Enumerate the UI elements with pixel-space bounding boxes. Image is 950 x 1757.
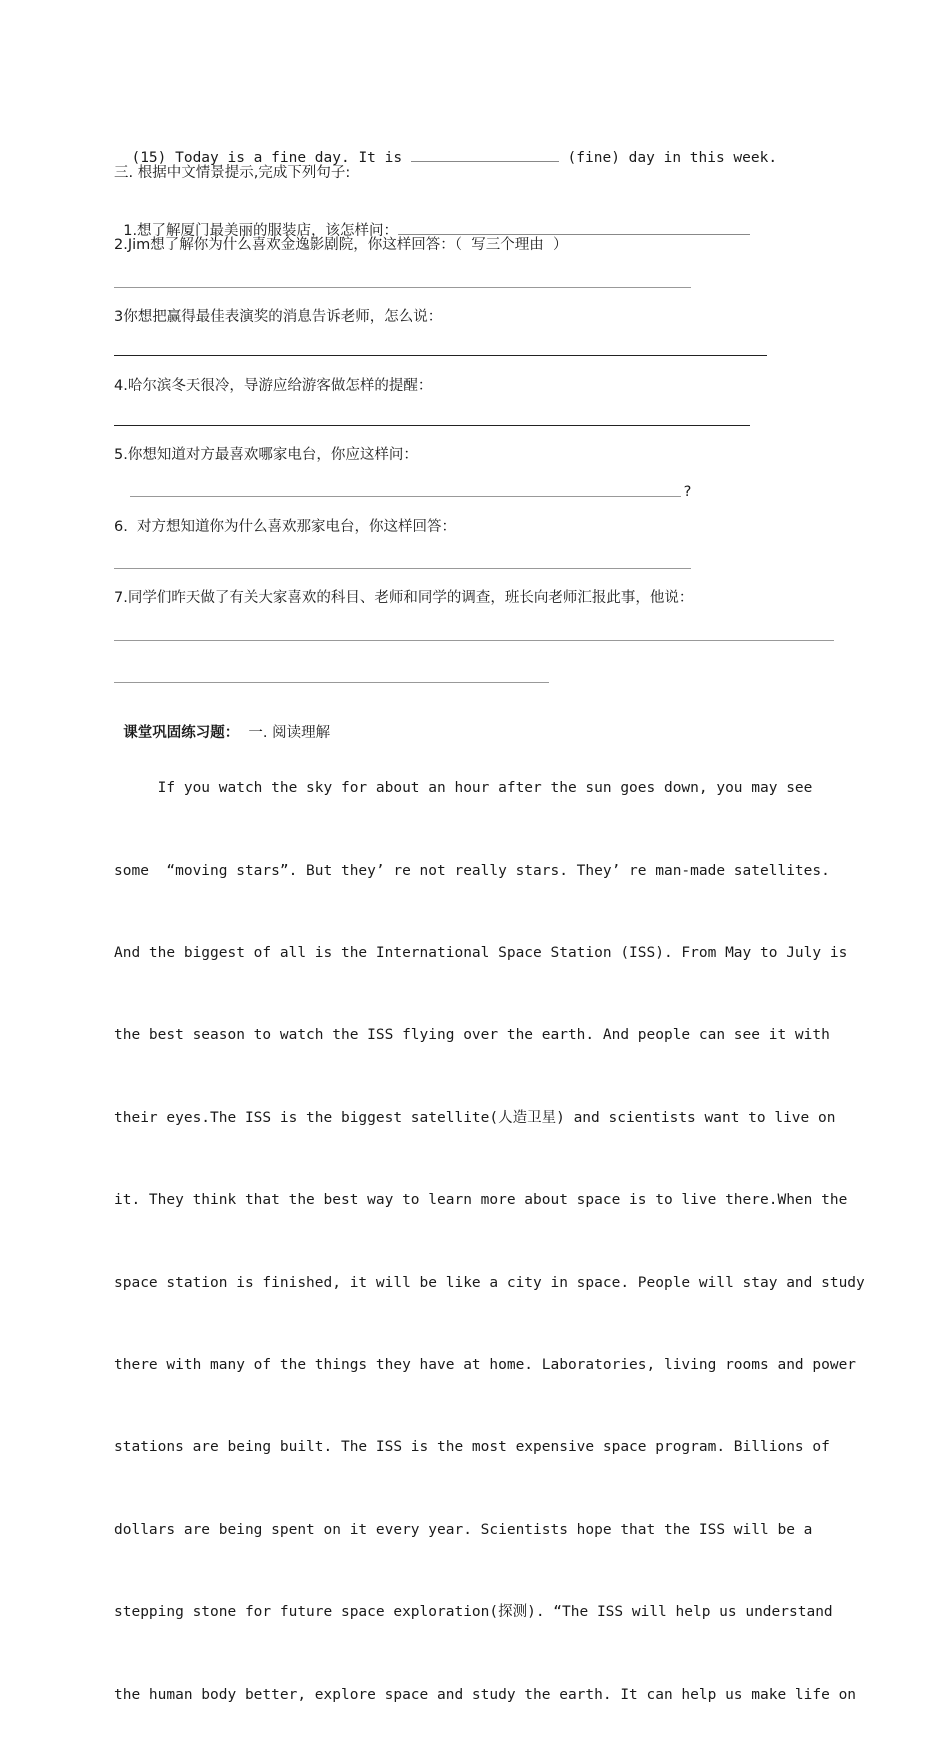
- question-7-answer-line-2[interactable]: [114, 682, 549, 683]
- question-1-text: 1.想了解厦门最美丽的服装店，该怎样问：: [123, 223, 399, 239]
- question-3-answer-line[interactable]: [114, 355, 767, 356]
- exercise-15-prefix: (15) Today is a fine day. It is: [131, 150, 411, 166]
- question-3-text: 3你想把赢得最佳表演奖的消息告诉老师，怎么说：: [114, 309, 443, 325]
- exercise-15-line: [114, 127, 777, 168]
- question-2-answer-line[interactable]: [114, 287, 691, 288]
- question-5-text: 5.你想知道对方最喜欢哪家电台，你应这样问：: [114, 447, 418, 463]
- reading-line: the best season to watch the ISS flying over the earth. And people can see it with: [114, 1027, 830, 1044]
- question-6-answer-line[interactable]: [114, 568, 691, 569]
- question-7-text: 7.同学们昨天做了有关大家喜欢的科目、老师和同学的调查，班长向老师汇报此事，他说：: [114, 590, 694, 606]
- reading-line: some “moving stars”. But they’ re not really stars. They’ re man-made satellites.: [114, 862, 830, 879]
- question-5-mark: ?: [683, 484, 692, 500]
- question-6-text: 6. 对方想知道你为什么喜欢那家电台，你这样回答：: [114, 519, 457, 535]
- reading-passage: [114, 727, 865, 1757]
- question-1-answer-blank[interactable]: [398, 220, 750, 235]
- question-5-answer-line[interactable]: [130, 496, 681, 497]
- reading-line: dollars are being spent on it every year. Scientists hope that the ISS will be a: [114, 1521, 813, 1538]
- practice-subtitle: 一. 阅读理解: [239, 725, 331, 741]
- reading-line: If you watch the sky for about an hour after the sun goes down, you may see: [114, 780, 813, 797]
- reading-line: there with many of the things they have at home. Laboratories, living rooms and power: [114, 1357, 857, 1374]
- section-3-heading: 三. 根据中文情景提示,完成下列句子:: [114, 165, 351, 181]
- reading-line: space station is finished, it will be like a city in space. People will stay and study: [114, 1274, 865, 1291]
- reading-line: stations are being built. The ISS is the most expensive space program. Billions of: [114, 1439, 830, 1456]
- question-7-answer-line-1[interactable]: [114, 640, 834, 641]
- reading-line: their eyes.The ISS is the biggest satellite(人造卫星) and scientists want to live on: [114, 1109, 836, 1126]
- reading-line: the human body better, explore space and study the earth. It can help us make life on: [114, 1686, 857, 1703]
- reading-line: stepping stone for future space exploration(探测). “The ISS will help us understand: [114, 1604, 833, 1621]
- exercise-15-blank[interactable]: [411, 147, 559, 162]
- reading-line: it. They think that the best way to learn more about space is to live there.When the: [114, 1192, 848, 1209]
- exercise-15-suffix: (fine) day in this week.: [558, 150, 778, 166]
- practice-title: 课堂巩固练习题：: [123, 725, 240, 741]
- question-4-text: 4.哈尔滨冬天很冷，导游应给游客做怎样的提醒：: [114, 378, 433, 394]
- question-4-answer-line[interactable]: [114, 425, 750, 426]
- question-2-text: 2.Jim想了解你为什么喜欢金逸影剧院，你这样回答：（ 写三个理由 ）: [114, 237, 568, 253]
- reading-line: And the biggest of all is the International Space Station (ISS). From May to July is: [114, 945, 848, 962]
